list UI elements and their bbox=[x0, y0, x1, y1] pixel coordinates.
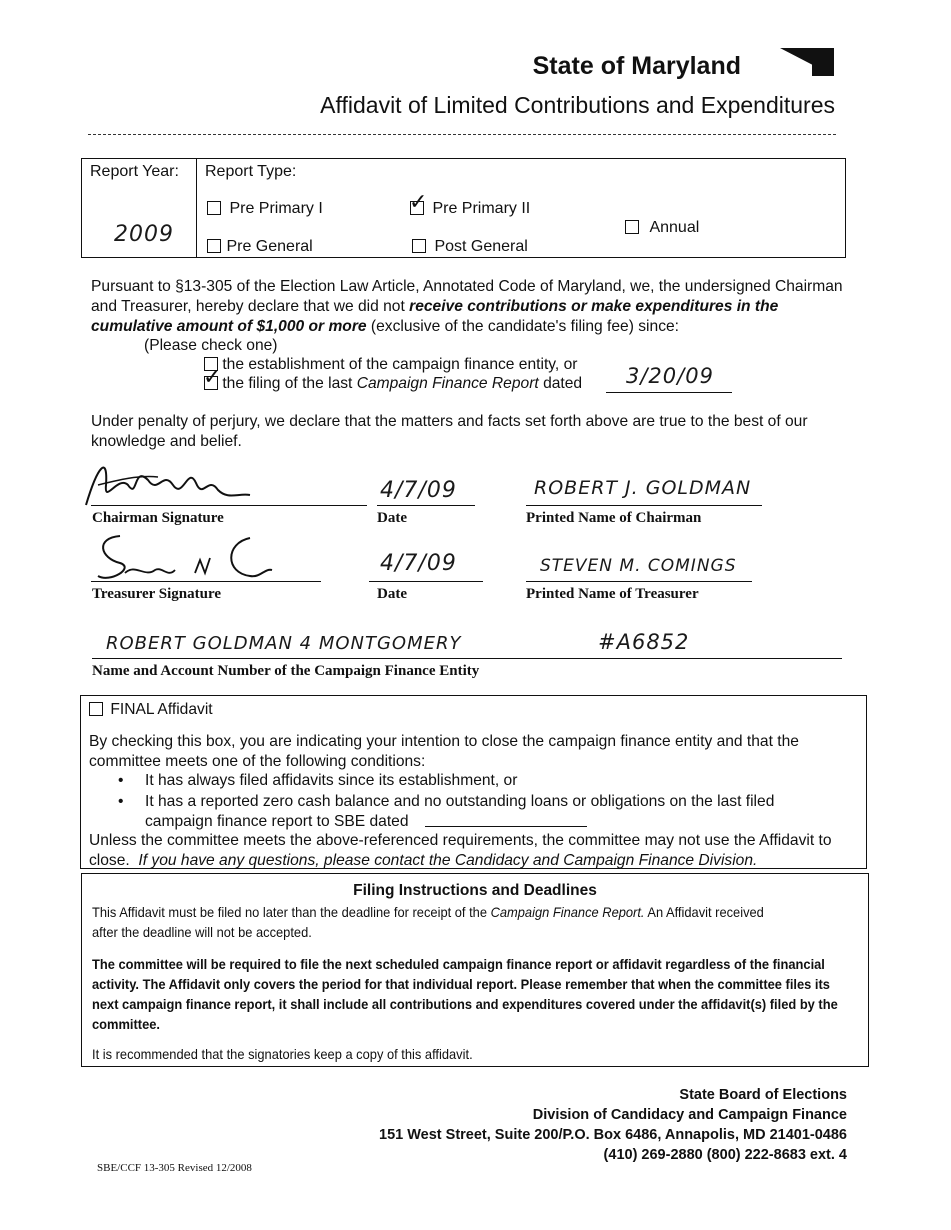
treasurer-printed-name[interactable]: STEVEN M. COMINGS bbox=[540, 556, 737, 576]
checkbox-checked[interactable] bbox=[409, 190, 428, 215]
perjury-statement: Under penalty of perjury, we declare that the matters and facts set forth above are true to the best of our knowledge and belief. bbox=[91, 413, 808, 450]
option-pre-primary-2[interactable] bbox=[409, 190, 531, 218]
option-annual[interactable] bbox=[625, 219, 699, 237]
instructions-p3: It is recommended that the signatories keep a copy of this affidavit. bbox=[92, 1046, 473, 1062]
checkmark-icon: ✓ bbox=[203, 365, 222, 390]
final-affidavit-label: FINAL Affidavit bbox=[110, 701, 213, 718]
chairman-signature bbox=[78, 455, 258, 515]
treasurer-signature-line bbox=[91, 581, 321, 582]
form-id: SBE/CCF 13-305 Revised 12/2008 bbox=[97, 1162, 252, 1174]
instructions-heading: Filing Instructions and Deadlines bbox=[353, 882, 597, 899]
report-box-divider bbox=[196, 158, 197, 258]
checkbox[interactable] bbox=[207, 239, 221, 253]
option-pre-primary-1[interactable] bbox=[207, 200, 323, 218]
form-title: Affidavit of Limited Contributions and Expenditures bbox=[320, 92, 835, 118]
checkbox[interactable] bbox=[412, 239, 426, 253]
footer-line-4: (410) 269-2880 (800) 222-8683 ext. 4 bbox=[603, 1147, 847, 1163]
treasurer-signature bbox=[90, 528, 280, 588]
entity-line bbox=[92, 658, 842, 659]
checkbox-checked[interactable] bbox=[203, 365, 222, 390]
entity-label: Name and Account Number of the Campaign Finance Entity bbox=[92, 663, 480, 679]
final-affidavit-option[interactable] bbox=[89, 701, 213, 719]
entity-account-number[interactable]: #A6852 bbox=[598, 630, 690, 654]
treasurer-signature-label: Treasurer Signature bbox=[92, 586, 222, 602]
last-report-date-line bbox=[606, 392, 732, 393]
footer-address bbox=[379, 1085, 847, 1165]
zero-balance-date-line[interactable] bbox=[425, 826, 587, 827]
chairman-name-line bbox=[526, 505, 762, 506]
option-label: Pre Primary II bbox=[432, 200, 531, 217]
report-type-label: Report Type: bbox=[205, 163, 297, 180]
chairman-name-label: Printed Name of Chairman bbox=[526, 510, 702, 526]
checkbox[interactable] bbox=[625, 220, 639, 234]
header-divider bbox=[88, 134, 836, 135]
checkbox[interactable] bbox=[207, 201, 221, 215]
treasurer-name-label: Printed Name of Treasurer bbox=[526, 586, 699, 602]
treasurer-date-line bbox=[369, 581, 483, 582]
footer-line-1: State Board of Elections bbox=[679, 1087, 847, 1103]
final-bullet-1: • It has always filed affidavits since its establishment, or bbox=[118, 772, 518, 789]
check-one-note: (Please check one) bbox=[144, 337, 278, 354]
since-option-establishment[interactable] bbox=[204, 356, 577, 374]
option-label: Pre Primary I bbox=[229, 200, 323, 217]
chairman-date-line bbox=[377, 505, 475, 506]
treasurer-name-line bbox=[526, 581, 752, 582]
corner-marker-block bbox=[812, 48, 834, 76]
report-year-label: Report Year: bbox=[90, 163, 179, 180]
chairman-signature-label: Chairman Signature bbox=[92, 510, 224, 526]
option-label: Post General bbox=[434, 238, 528, 255]
option-label: Pre General bbox=[226, 238, 313, 255]
chairman-printed-name[interactable]: ROBERT J. GOLDMAN bbox=[534, 477, 752, 499]
final-unless: Unless the committee meets the above-referenced requirements, the committee may not use the Affidavit to close. If you have any questions, please contact the Candidacy and Campaign Finance Division. bbox=[89, 832, 832, 869]
option-label: the filing of the last Campaign Finance Report dated bbox=[222, 375, 583, 392]
footer-line-2: Division of Candidacy and Campaign Finance bbox=[532, 1107, 847, 1123]
option-label: the establishment of the campaign finance entity, or bbox=[222, 356, 578, 373]
declaration-text: Pursuant to §13-305 of the Election Law Article, Annotated Code of Maryland, we, the undersigned Chairman and Treasurer, hereby declare that we did not receive contributions or make expenditures in the cumulative amount of $1,000 or more (exclusive of the candidate's filing fee) since: bbox=[91, 278, 843, 335]
option-post-general[interactable] bbox=[412, 238, 528, 256]
chairman-signature-line bbox=[91, 505, 367, 506]
report-year-value: 2009 bbox=[114, 222, 174, 247]
entity-name[interactable]: ROBERT GOLDMAN 4 MONTGOMERY bbox=[106, 633, 462, 654]
final-bullet-2: • It has a reported zero cash balance and no outstanding loans or obligations on the last filed campaign finance report to SBE dated bbox=[118, 793, 775, 830]
state-title: State of Maryland bbox=[532, 52, 741, 80]
option-pre-general[interactable] bbox=[207, 238, 313, 256]
treasurer-date[interactable]: 4/7/09 bbox=[380, 551, 457, 576]
since-option-last-report[interactable] bbox=[203, 365, 583, 393]
final-intro: By checking this box, you are indicating your intention to close the campaign finance entity and that the committee meets one of the following conditions: bbox=[89, 733, 799, 770]
instructions-p1: This Affidavit must be filed no later than the deadline for receipt of the Campaign Finance Report. An Affidavit received after the deadline will not be accepted. bbox=[92, 904, 764, 940]
option-label: Annual bbox=[649, 219, 700, 236]
last-report-date[interactable]: 3/20/09 bbox=[626, 364, 714, 388]
instructions-p2: The committee will be required to file the next scheduled campaign finance report or affidavit regardless of the financial activity. The Affidavit only covers the period for that individual report. Please remember that when the committee files its next campaign finance report, it shall include all contributions and expenditures covered under the affidavit(s) filed by the committee. bbox=[92, 956, 838, 1032]
checkbox[interactable] bbox=[89, 702, 103, 716]
treasurer-date-label: Date bbox=[377, 586, 407, 602]
checkmark-icon: ✓ bbox=[409, 190, 428, 215]
footer-line-3: 151 West Street, Suite 200/P.O. Box 6486, Annapolis, MD 21401-0486 bbox=[379, 1127, 847, 1143]
chairman-date-label: Date bbox=[377, 510, 407, 526]
chairman-date[interactable]: 4/7/09 bbox=[380, 478, 457, 503]
